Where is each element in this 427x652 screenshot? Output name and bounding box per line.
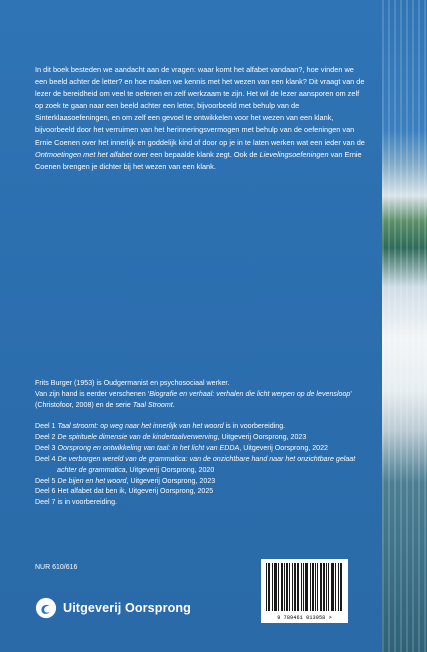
nur-code: NUR 610/616 bbox=[35, 564, 78, 571]
series-item-3: Deel 3 Oorsprong en ontwikkeling van taal: in het licht van EDDA, Uitgeverij Oorsprong, 2022 bbox=[35, 443, 328, 452]
series-item-1: Deel 1 Taal stroomt: op weg naar het innerlijk van het woord is in voorbereiding. bbox=[35, 422, 286, 430]
oorsprong-logo-icon bbox=[35, 597, 57, 619]
isbn-digits: 9 789461 013958 > bbox=[277, 615, 332, 621]
series-item-7: Deel 7 is in voorbereiding. bbox=[35, 498, 118, 507]
blurb-text: In dit boek besteden we aandacht aan de vragen: waar komt het alfabet vandaan?, hoe vinden we een beeld achter de letter? en hoe maken we kennis met het wezen van een klank? Dit vraagt van de lezer de bereidheid om veel te oefenen en zelf werkzaam te zijn. Het wil de lezer aansporen om zelf op zoek te gaan naar een beeld achter een letter, bijvoorbeeld met behulp van de Sinterklaasoefeningen, en om zelf een gevoel te ontwikkelen voor het wezen van een klank, bijvoorbeeld door het verruimen van het herinneringsvermogen met behulp van de oefeningen van Ernie Coenen over het innerlijk en goddelijk kind of door op je in te laten werken wat een ieder van de Ontmoetingen met het alfabet over een bepaalde klank zegt. Ook de Lievelingsoefeningen van Ernie Coenen brengen je dichter bij het wezen van een klank. bbox=[35, 65, 365, 171]
author-bio: Frits Burger (1953) is Oudgermanist en psychosociaal werker. Van zijn hand is eerder verschenen ‘Biografie en verhaal: verhalen die licht werpen op de levensloop’ (Christofoor, 2008) en de serie Taal Stroomt. bbox=[35, 379, 352, 409]
series-item-2: Deel 2 De spirituele dimensie van de kindertaalverwerving, Uitgeverij Oorsprong, 2023 bbox=[35, 432, 307, 441]
isbn-barcode bbox=[261, 559, 348, 623]
publisher-logo-group bbox=[35, 596, 191, 620]
barcode-bars bbox=[266, 563, 343, 611]
series-item-6: Deel 6 Het alfabet dat ben ik, Uitgeverij Oorsprong, 2025 bbox=[35, 487, 214, 496]
series-list bbox=[35, 421, 375, 508]
series-item-5: Deel 5 De bijen en het woord, Uitgeverij Oorsprong, 2023 bbox=[35, 476, 216, 485]
publisher-name: Uitgeverij Oorsprong bbox=[63, 601, 191, 615]
waterfall-photo-strip bbox=[382, 0, 427, 652]
series-item-4: Deel 4 De verborgen wereld van de grammatica: van de onzichtbare hand naar het onzichtbare gelaat achter de grammatica, Uitgeverij Oorsprong, 2020 bbox=[35, 454, 356, 474]
